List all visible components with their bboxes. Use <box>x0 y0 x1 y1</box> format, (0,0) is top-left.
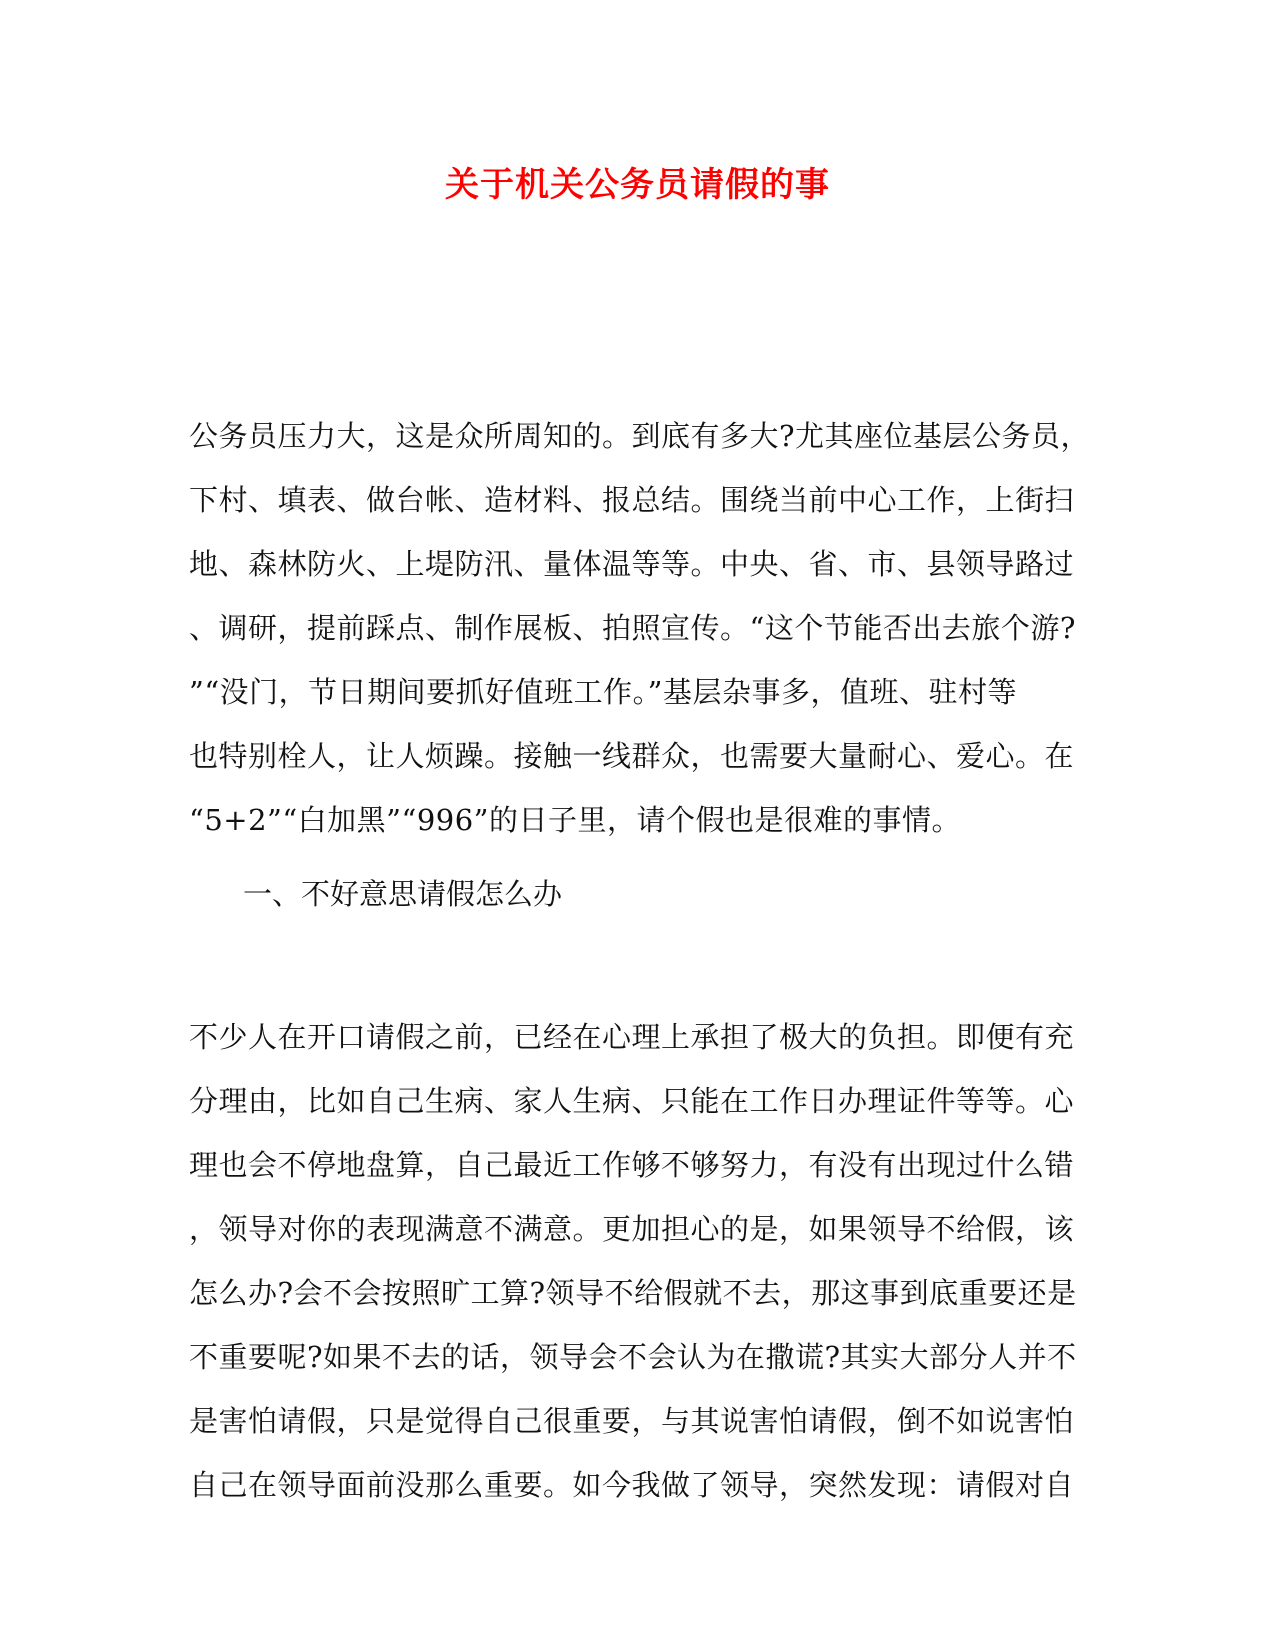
paragraph-line: 理也会不停地盘算，自己最近工作够不够努力，有没有出现过什么错 <box>189 1148 1075 1182</box>
paragraph-intro <box>189 404 1089 852</box>
paragraph-line: 也特别栓人，让人烦躁。接触一线群众，也需要大量耐心、爱心。在 <box>189 739 1075 773</box>
paragraph-line: 自己在领导面前没那么重要。如今我做了领导，突然发现：请假对自 <box>189 1468 1075 1502</box>
paragraph-line: 公务员压力大，这是众所周知的。到底有多大?尤其座位基层公务员， <box>189 419 1091 453</box>
paragraph-line: 不少人在开口请假之前，已经在心理上承担了极大的负担。即便有充 <box>189 1020 1075 1054</box>
paragraph-line: 地、森林防火、上堤防汛、量体温等等。中央、省、市、县领导路过 <box>189 547 1075 581</box>
paragraph-line: 是害怕请假，只是觉得自己很重要，与其说害怕请假，倒不如说害怕 <box>189 1404 1075 1438</box>
paragraph-line: 分理由，比如自己生病、家人生病、只能在工作日办理证件等等。心 <box>189 1084 1075 1118</box>
paragraph-section-one <box>189 1005 1089 1517</box>
paragraph-line: 不重要呢?如果不去的话，领导会不会认为在撒谎?其实大部分人并不 <box>189 1340 1077 1374</box>
paragraph-line: 下村、填表、做台帐、造材料、报总结。围绕当前中心工作，上街扫 <box>189 483 1075 517</box>
section-heading: 一、不好意思请假怎么办 <box>243 877 563 911</box>
paragraph-line: ，领导对你的表现满意不满意。更加担心的是，如果领导不给假，该 <box>189 1212 1075 1246</box>
paragraph-line: “5+2”“白加黑”“996”的日子里，请个假也是很难的事情。 <box>189 803 962 837</box>
paragraph-line: 怎么办?会不会按照旷工算?领导不给假就不去，那这事到底重要还是 <box>189 1276 1077 1310</box>
paragraph-line: 、调研，提前踩点、制作展板、拍照宣传。“这个节能否出去旅个游? <box>189 611 1076 645</box>
paragraph-line: ”“没门，节日期间要抓好值班工作。”基层杂事多，值班、驻村等 <box>189 675 1017 709</box>
document-title: 关于机关公务员请假的事 <box>445 165 830 205</box>
